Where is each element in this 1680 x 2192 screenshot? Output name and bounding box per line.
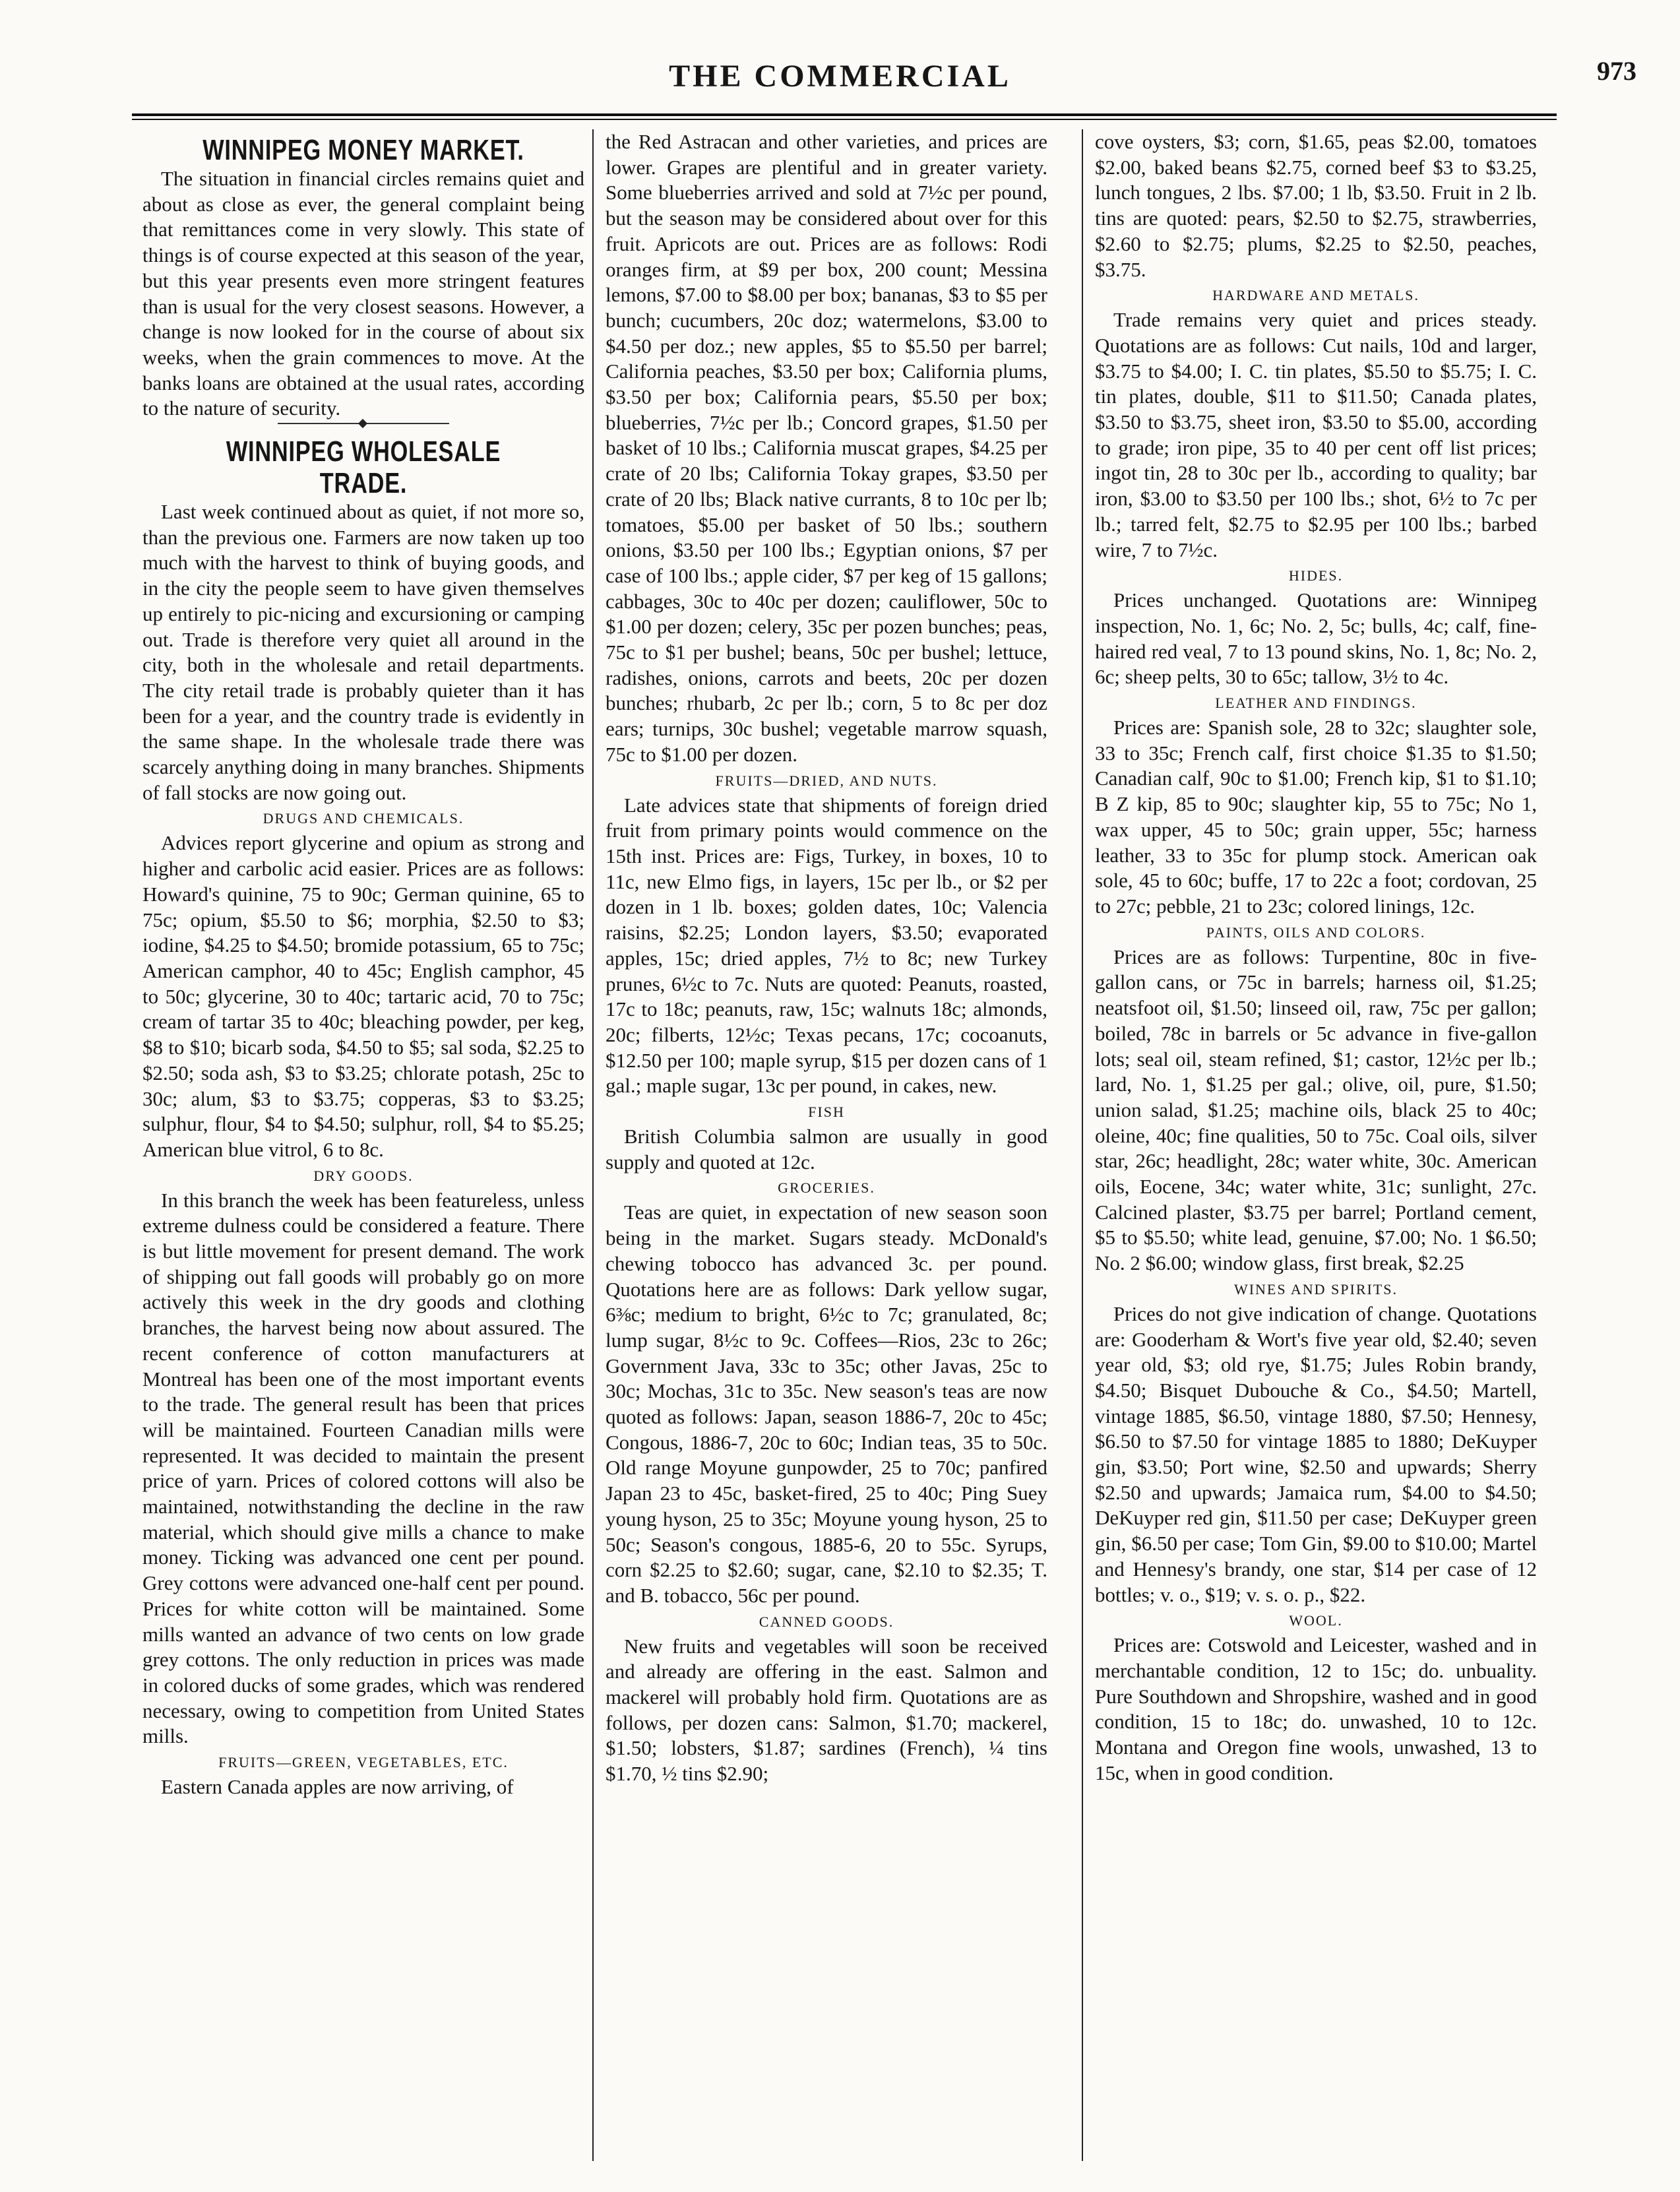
money-market-text: The situation in financial circles remains quiet and about as close as ever, the general complaint being that remittances come in very slowly. This state of things is of course expected at this season of the year, but this year presents even more stringent features than is usual for the very closest seasons. However, a change is now looked for in the course of about six weeks, when the grain commences to move. At the banks loans are obtained at the usual rates, according to the nature of security. [142, 167, 584, 420]
section-heading-hides: HIDES. [1288, 567, 1344, 584]
fruits-green-text: Eastern Canada apples are now arriving, of [161, 1775, 514, 1799]
wines-text: Prices do not give indication of change. Quotations are: Gooderham & Wort's five year old, $2.40; seven year old, $3; old rye, $1.75; Jules Robin brandy, $4.50; Bisquet Dubouche & Co., $4.50; Martell, vintage 1885, $6.50, vintage 1880, $7.50; Hennesy, $6.50 to $7.50 for vintage 1885 to 1880; DeKuyper gin, $3.50; Port wine, $2.50 and upwards; Sherry $2.50 and upwards; Jamaica rum, $4.00 to $4.50; DeKuyper red gin, $11.50 per case; DeKuyper green gin, $6.50 per case; Tom Gin, $9.00 to $10.00; Martel and Hennesy's brandy, one star, $14 per case of 12 bottles; v. o., $19; v. s. o. p., $22. [1095, 1301, 1537, 1606]
hides-text: Prices unchanged. Quotations are: Winnipeg inspection, No. 1, 6c; No. 2, 5c; bulls, 4c; calf, fine-haired red veal, 7 to 13 pound skins, No. 1, 8c; No. 2, 6c; sheep pelts, 30 to 65c; tallow, 3½ to 4c. [1095, 588, 1537, 689]
header-rule-thin [132, 119, 1557, 120]
fruits-dried-text: Late advices state that shipments of foreign dried fruit from primary points would commence on the 15th inst. Prices are: Figs, Turkey, in boxes, 10 to 11c, new Elmo figs, in layers, 15c per lb., or $2 per dozen in 1 lb. boxes; golden dates, 10c; Valencia raisins, $2.25; London layers, $3.50; evaporated apples, 15c; dried apples, 7½ to 8c; new Turkey prunes, 6½c to 7c. Nuts are quoted: Peanuts, roasted, 17c to 18c; peanuts, raw, 15c; walnuts 18c; almonds, 20c; filberts, 12½c; Texas pecans, 17c; cocoanuts, $12.50 per 100; maple syrup, $15 per dozen cans of 1 gal.; maple sugar, 13c per pound, in cakes, new. [606, 793, 1047, 1098]
page-header [0, 0, 1680, 115]
section-heading-paints: PAINTS, OILS AND COLORS. [1206, 924, 1426, 941]
section-heading-fruits-dried: FRUITS—DRIED, AND NUTS. [715, 772, 938, 789]
drugs-text: Advices report glycerine and opium as strong and higher and carbolic acid easier. Prices are as follows: Howard's quinine, 75 to 90c; German quinine, 65 to 75c; opium, $5.50 to $6; morphia, $2.50 to $3; iodine, $4.25 to $4.50; bromide potassium, 65 to 75c; American camphor, 40 to 45c; English camphor, 45 to 50c; glycerine, 30 to 40c; tartaric acid, 70 to 75c; cream of tartar 35 to 40c; bleaching powder, per keg, $8 to $10; bicarb soda, $4.50 to $5; sal soda, $2.25 to $2.50; soda ash, $3 to $3.25; chlorate potash, 25c to 30c; alum, $3 to $3.75; copperas, $3 to $3.25; sulphur, flour, $4 to $4.50; sulphur, roll, $4 to $5.25; American blue vitrol, 6 to 8c. [142, 831, 584, 1161]
column-2 [606, 129, 1047, 2161]
column-1 [142, 129, 584, 2161]
canned-goods-text: New fruits and vegetables will soon be received and already are offering in the east. Salmon and mackerel will probably hold firm. Quotations are as follows, per dozen cans: Salmon, $1.70; mackerel, $1.50; lobsters, $1.87; sardines (French), ¼ tins $1.70, ½ tins $2.90; [606, 1634, 1047, 1786]
section-heading-groceries: GROCERIES. [778, 1179, 875, 1197]
section-ornament [278, 423, 449, 431]
section-heading-fish: FISH [808, 1104, 845, 1121]
column-divider [1082, 129, 1083, 2161]
wholesale-trade-text: Last week continued about as quiet, if not more so, than the previous one. Farmers are now taken up too much with the harvest to think of buying goods, and in the city the people seem to have given themselves up entirely to pic-nicing and excursioning or camping out. Trade is therefore very quiet all around in the city, both in the wholesale and retail departments. The city retail trade is probably quieter than it has been for a year, and the country trade is evidently in the same shape. In the wholesale trade there was scarcely anything doing in many branches. Shipments of fall stocks are now going out. [142, 500, 584, 804]
section-heading-leather: LEATHER AND FINDINGS. [1215, 695, 1417, 712]
heading-wholesale-trade: WINNIPEG WHOLESALE TRADE. [226, 435, 501, 500]
fruits-green-text-continued: the Red Astracan and other varieties, and prices are lower. Grapes are plentiful and in greater variety. Some blueberries arrived and sold at 7½c per pound, but the season may be considered about over for this fruit. Apricots are out. Prices are as follows: Rodi oranges firm, at $9 per box, 200 count; Messina lemons, $7.00 to $8.00 per box; bananas, $3 to $5 per bunch; cucumbers, 20c doz; watermelons, $3.00 to $4.50 per doz.; new apples, $5 to $5.50 per barrel; California peaches, $3.50 per box; California plums, $3.50 per box; California pears, $5.50 per box; blueberries, 7½c per lb.; Concord grapes, $1.50 per basket of 10 lbs.; California muscat grapes, $4.25 per crate of 20 lbs; California Tokay grapes, $3.50 per crate of 20 lbs; Black native currants, 8 to 10c per lb; tomatoes, $5.00 per basket of 50 lbs.; southern onions, $3.50 per 100 lbs.; Egyptian onions, $7 per case of 100 lbs.; apple cider, $7 per keg of 15 gallons; cabbages, 30c to 40c per dozen; cauliflower, 50c to $1.00 per dozen; celery, 35c per pozen bunches; peas, 75c to $1 per bushel; beans, 50c per bushel; lettuce, radishes, onions, carrots and beets, 20c per dozen bunches; rhubarb, 2c per lb.; corn, 5 to 8c per doz ears; turnips, 30c bushel; vegetable marrow squash, 75c to $1.00 per dozen. [606, 130, 1047, 766]
page-number: 973 [1597, 56, 1636, 86]
section-heading-wool: WOOL. [1289, 1612, 1343, 1629]
heading-money-market: WINNIPEG MONEY MARKET. [202, 134, 524, 166]
groceries-text: Teas are quiet, in expectation of new season soon being in the market. Sugars steady. McDonald's chewing tobocco has advanced 3c. per pound. Quotations here are as follows: Dark yellow sugar, 6⅜c; medium to bright, 6½c to 7c; granulated, 8c; lump sugar, 8½c to 9c. Coffees—Rios, 23c to 26c; Government Java, 33c to 35c; other Javas, 25c to 30c; Mochas, 31c to 35c. New season's teas are now quoted as follows: Japan, season 1886-7, 20c to 45c; Congous, 1886-7, 20c to 60c; Indian teas, 35 to 50c. Old range Moyune gunpowder, 25 to 70c; panfired Japan 23 to 45c, basket-fired, 25 to 40c; Ping Suey young hyson, 25 to 35c; Moyune young hyson, 25 to 50c; Season's congous, 1885-6, 20 to 55c. Syrups, corn $2.25 to $2.60; sugar, cane, $2.10 to $2.35; T. and B. tobacco, 56c per pound. [606, 1201, 1047, 1607]
fish-text: British Columbia salmon are usually in good supply and quoted at 12c. [606, 1125, 1047, 1174]
dry-goods-text: In this branch the week has been featureless, unless extreme dulness could be considered a feature. There is but little movement for present demand. The work of shipping out fall goods will probably go on more actively this week in the dry goods and clothing branches, the harvest being now about assured. The recent conference of cotton manufacturers at Montreal has been one of the most important events to the trade. The general result has been that prices will be maintained. Fourteen Canadian mills were represented. It was decided to maintain the present price of yarn. Prices of colored cottons will also be maintained, notwithstanding the decline in the raw material, which should give mills a chance to make money. Ticking was advanced one cent per pound. Grey cottons were advanced one-half cent per pound. Prices for white cotton will be maintained. Some mills wanted an advance of two cents on low grade grey cottons. The only reduction in prices was made in colored ducks of some grades, which was rendered necessary, owing to competition from United States mills. [142, 1188, 584, 1748]
wool-text: Prices are: Cotswold and Leicester, washed and in merchantable condition, 12 to 15c; do. unbuality. Pure Southdown and Shropshire, washed and in good condition, 15 to 18c; do. unwashed, 10 to 12c. Montana and Oregon fine wools, unwashed, 13 to 15c, when in good condition. [1095, 1633, 1537, 1784]
section-heading-dry-goods: DRY GOODS. [313, 1167, 414, 1184]
section-heading-wines: WINES AND SPIRITS. [1233, 1280, 1398, 1298]
canned-goods-text-continued: cove oysters, $3; corn, $1.65, peas $2.00, tomatoes $2.00, baked beans $2.75, corned beef $3 to $3.25, lunch tongues, 2 lbs. $7.00; 1 lb, $3.50. Fruit in 2 lb. tins are quoted: pears, $2.50 to $2.75, strawberries, $2.60 to $2.75; plums, $2.25 to $2.50, peaches, $3.75. [1095, 130, 1537, 281]
section-heading-canned-goods: CANNED GOODS. [759, 1613, 894, 1630]
column-divider [592, 129, 594, 2161]
section-heading-hardware: HARDWARE AND METALS. [1212, 287, 1419, 304]
section-heading-fruits-green: FRUITS—GREEN, VEGETABLES, ETC. [218, 1754, 509, 1771]
section-heading-drugs: DRUGS AND CHEMICALS. [263, 810, 464, 827]
paints-text: Prices are as follows: Turpentine, 80c in five-gallon cans, or 75c in barrels; harness oil, $1.25; neatsfoot oil, $1.50; linseed oil, raw, 75c per gallon; boiled, 78c in barrels or 5c advance in five-gallon lots; seal oil, steam refined, $1; castor, 12½c per lb.; lard, No. 1, $1.25 per gal.; olive, oil, pure, $1.50; union salad, $1.25; machine oils, black 25 to 40c; oleine, 40c; fine qualities, 50 to 75c. Coal oils, silver star, 26c; headlight, 28c; water white, 30c. American oils, Eocene, 34c; water white, 31c; sunlight, 27c. Calcined plaster, $3.75 per barrel; Portland cement, $5 to $5.50; white lead, genuine, $7.00; No. 1 $6.50; No. 2 $6.00; window glass, first break, $2.25 [1095, 945, 1537, 1275]
masthead-title: THE COMMERCIAL [669, 59, 1011, 94]
column-3 [1095, 129, 1537, 2161]
header-rule-thick [132, 113, 1557, 116]
leather-text: Prices are: Spanish sole, 28 to 32c; slaughter sole, 33 to 35c; French calf, first choice $1.35 to $1.50; Canadian calf, 90c to $1.00; French kip, $1 to $1.10; B Z kip, 85 to 90c; slaughter kip, 55 to 75c; No 1, wax upper, 45 to 50c; grain upper, 55c; harness leather, 33 to 35c for plump stock. American oak sole, 45 to 60c; buffe, 17 to 22c a foot; cordovan, 25 to 27c; pebble, 21 to 23c; colored linings, 12c. [1095, 716, 1537, 918]
hardware-text: Trade remains very quiet and prices steady. Quotations are as follows: Cut nails, 10d and larger, $3.75 to $4.00; I. C. tin plates, $5.50 to $5.75; I. C. tin plates, double, $11 to $11.50; Canada plates, $3.50 to $3.75, sheet iron, $3.50 to $5.00, according to grade; iron pipe, 35 to 40 per cent off list prices; ingot tin, 28 to 30c per lb., according to quality; bar iron, $3.00 to $3.50 per 100 lbs.; shot, 6½ to 7c per lb.; tarred felt, $2.75 to $2.95 per 100 lbs.; barbed wire, 7 to 7½c. [1095, 308, 1537, 561]
